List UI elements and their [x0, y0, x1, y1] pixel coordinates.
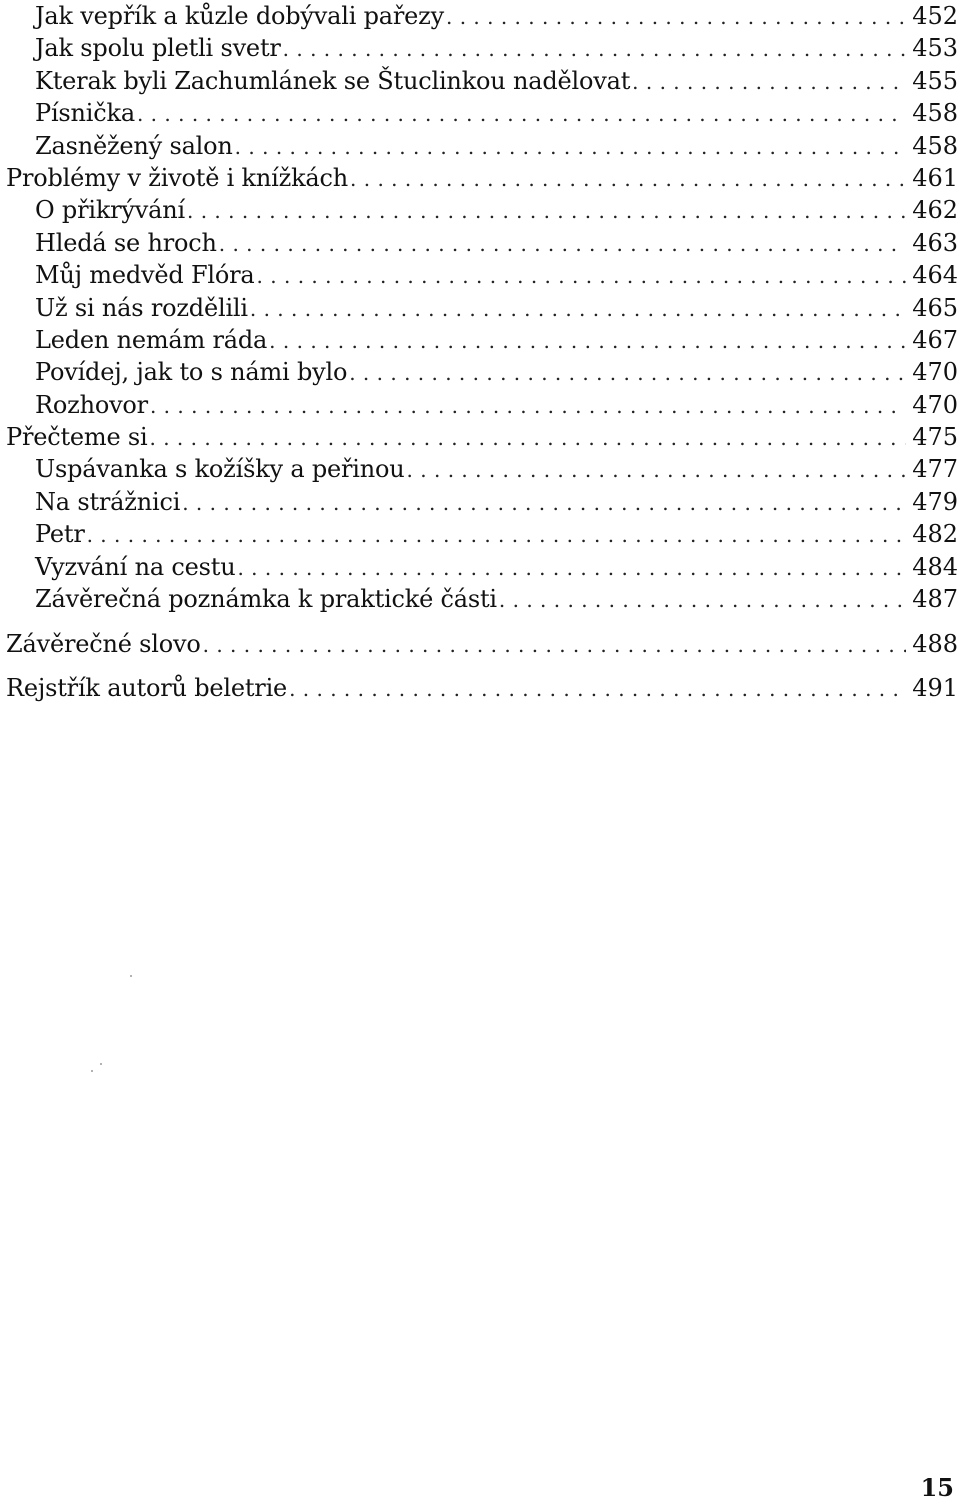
dot-leader: [237, 552, 906, 584]
toc-entry-page: 464: [912, 261, 958, 290]
toc-entry: [6, 259, 958, 291]
toc-entry-page: 465: [912, 293, 958, 322]
toc-entry: [6, 453, 958, 485]
dot-leader: [407, 454, 907, 486]
toc-entry: [6, 518, 958, 550]
toc-entry-title: Problémy v životě i knížkách: [6, 163, 349, 192]
toc-entry-title: Hledá se hroch: [35, 228, 217, 257]
toc-entry-page: 470: [912, 390, 958, 419]
toc-entry-title: Uspávanka s kožíšky a peřinou: [35, 455, 405, 484]
dot-leader: [250, 293, 906, 325]
toc-entry: [6, 292, 958, 324]
toc-section-entry: [6, 672, 958, 704]
toc-entry-page: 455: [912, 66, 958, 95]
toc-entry: [6, 97, 958, 129]
toc-entry-page: 452: [912, 2, 958, 30]
dot-leader: [87, 519, 907, 551]
toc-entry-page: 477: [912, 455, 958, 484]
toc-entry: [6, 32, 958, 64]
toc-section-entry: [6, 628, 958, 660]
toc-entry-page: 458: [912, 99, 958, 128]
toc-entry-page: 482: [912, 520, 958, 549]
toc-entry-page: 458: [912, 131, 958, 160]
toc-entry-title: Můj medvěd Flóra: [35, 261, 255, 290]
page-number: 15: [920, 1473, 954, 1502]
dot-leader: [257, 260, 907, 292]
toc-entry-page: 467: [912, 325, 958, 354]
toc-entry-title: Kterak byli Zachumlánek se Štuclinkou nadělovat: [35, 66, 631, 95]
dot-leader: [289, 673, 906, 705]
toc-entry-title: Závěrečná poznámka k praktické části: [35, 585, 497, 614]
toc-entry: [6, 194, 958, 226]
toc-entry-title: Petr: [35, 520, 85, 549]
toc-entry-title: Rozhovor: [35, 390, 148, 419]
dot-leader: [182, 487, 906, 519]
table-of-contents: [6, 0, 958, 704]
toc-entry-page: 453: [912, 34, 958, 63]
toc-entry-page: 462: [912, 196, 958, 225]
toc-entry-title: O přikrývání: [35, 196, 185, 225]
toc-entry-page: 475: [912, 423, 958, 452]
toc-entry-title: Rejstřík autorů beletrie: [6, 673, 288, 702]
toc-entry-title: Jak vepřík a kůzle dobývali pařezy: [35, 2, 444, 30]
dot-leader: [269, 325, 906, 357]
scan-speck: [130, 975, 132, 977]
toc-entry-title: Povídej, jak to s námi bylo: [35, 358, 348, 387]
dot-leader: [187, 195, 906, 227]
toc-entry: [6, 583, 958, 615]
toc-entry-page: 488: [912, 630, 958, 659]
toc-entry-title: Přečteme si: [6, 423, 148, 452]
toc-entry: [6, 227, 958, 259]
toc-entry-title: Závěrečné slovo: [6, 630, 201, 659]
scan-speck: [100, 1063, 102, 1065]
toc-entry: [6, 130, 958, 162]
toc-entry-page: 479: [912, 487, 958, 516]
toc-entry-title: Vyzvání na cestu: [35, 552, 236, 581]
toc-entry: [6, 356, 958, 388]
toc-entry: [6, 486, 958, 518]
dot-leader: [446, 1, 906, 33]
toc-entry: [6, 389, 958, 421]
toc-entry-title: Písnička: [35, 99, 135, 128]
dot-leader: [349, 357, 906, 389]
toc-entry: [6, 324, 958, 356]
toc-entry-title: Na strážnici: [35, 487, 181, 516]
toc-entry-page: 461: [912, 163, 958, 192]
dot-leader: [150, 422, 907, 454]
toc-entry-page: 463: [912, 228, 958, 257]
toc-entry: [6, 551, 958, 583]
toc-entry-page: 487: [912, 585, 958, 614]
dot-leader: [632, 66, 906, 98]
toc-entry: [6, 0, 958, 32]
dot-leader: [203, 629, 907, 661]
toc-entry-page: 470: [912, 358, 958, 387]
toc-entry-page: 491: [912, 673, 958, 702]
toc-entry-title: Leden nemám ráda: [35, 325, 268, 354]
dot-leader: [499, 584, 906, 616]
dot-leader: [219, 228, 906, 260]
toc-entry-title: Zasněžený salon: [35, 131, 233, 160]
toc-section-entry: [6, 162, 958, 194]
dot-leader: [150, 390, 906, 422]
scan-speck: [91, 1070, 93, 1072]
dot-leader: [235, 131, 907, 163]
dot-leader: [283, 33, 907, 65]
toc-entry-title: Jak spolu pletli svetr: [35, 34, 281, 63]
dot-leader: [350, 163, 906, 195]
toc-entry-title: Už si nás rozdělili: [35, 293, 248, 322]
toc-entry-page: 484: [912, 552, 958, 581]
toc-section-entry: [6, 421, 958, 453]
toc-entry: [6, 65, 958, 97]
dot-leader: [137, 98, 906, 130]
